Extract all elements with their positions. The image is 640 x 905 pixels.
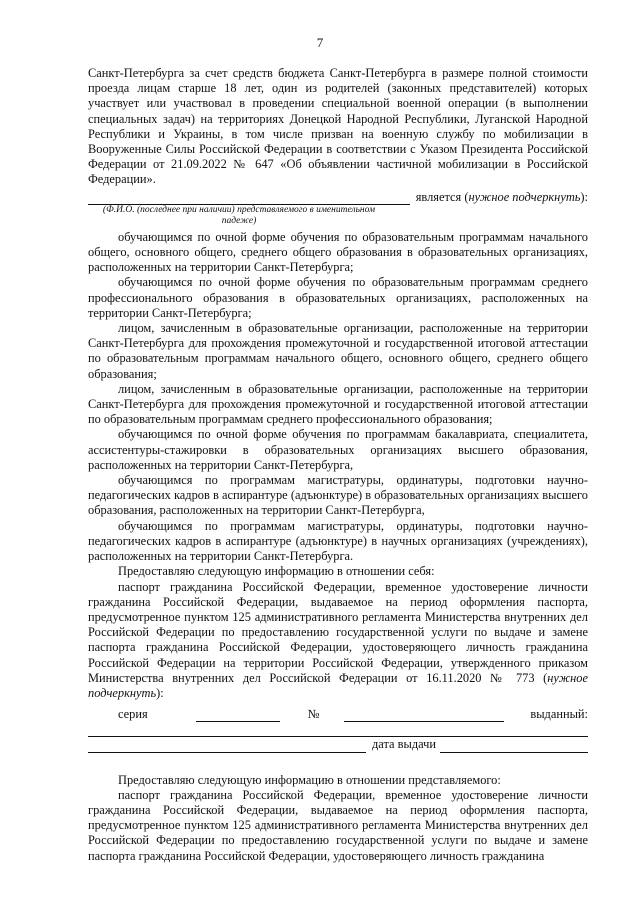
issued-by-blank[interactable] bbox=[88, 722, 588, 737]
issue-date-blank[interactable] bbox=[440, 740, 588, 753]
issue-date-label: дата выдачи bbox=[372, 737, 436, 752]
issue-date-row bbox=[88, 737, 588, 752]
issued-by-blank-2[interactable] bbox=[88, 740, 366, 753]
option-attestation-professional: лицом, зачисленным в образовательные организации, расположенные на территории Санкт-Петербурга для прохождения промежуточной и государственной итоговой аттестации по образовательным программам среднего профессионального образования; bbox=[88, 381, 588, 427]
document-body bbox=[88, 66, 588, 864]
option-master-research: обучающимся по программам магистратуры, ординатуры, подготовки научно-педагогических кадров в аспирантуре (адъюнктуре) в научных организациях (учреждениях), расположенных на территории Санкт-Петербурга. bbox=[88, 518, 588, 564]
passport-paragraph: паспорт гражданина Российской Федерации, временное удостоверение личности гражданина Российской Федерации, выдаваемое на период оформления паспорта, предусмотренное пунктом 125 административного регламента Министерства внутренних дел Российской Федерации по предоставлению государственной услуги по выдаче и замене паспорта гражданина Российской Федерации, удостоверяющего личность гражданина Российской Федерации на территории Российской Федерации, утвержденного приказом Министерства внутренних дел Российской Федерации от 16.11.2020 № 773 (нужное подчеркнуть): bbox=[88, 579, 588, 700]
number-label: № bbox=[307, 707, 320, 722]
fio-line bbox=[88, 190, 588, 205]
provide-rep-heading: Предоставляю следующую информацию в отношении представляемого: bbox=[118, 772, 501, 787]
series-label: серия bbox=[118, 707, 148, 722]
number-blank[interactable] bbox=[344, 709, 504, 722]
issued-label: выданный: bbox=[530, 707, 588, 722]
option-secondary-professional: обучающимся по очной форме обучения по образовательным программам среднего профессионального образования в образовательных организациях, расположенных на территории Санкт-Петербурга; bbox=[88, 275, 588, 320]
passport-paragraph-2: паспорт гражданина Российской Федерации, временное удостоверение личности гражданина Российской Федерации, выдаваемое на период оформления паспорта, предусмотренное пунктом 125 административного регламента Министерства внутренних дел Российской Федерации по предоставлению государственной услуги по выдаче и замене паспорта гражданина Российской Федерации, удостоверяющего личность гражданина bbox=[88, 787, 588, 863]
option-general-education: обучающимся по очной форме обучения по образовательным программам начального общего, основного общего, среднего общего образования в образовательных организациях, расположенных на территории Санкт-Петербурга; bbox=[88, 229, 588, 275]
passport-series-row bbox=[88, 707, 588, 722]
option-master-higher-ed: обучающимся по программам магистратуры, ординатуры, подготовки научно-педагогических кадров в аспирантуре (адъюнктуре) в образовательных организациях высшего образования, расположенных на территории Санкт-Петербурга, bbox=[88, 473, 588, 518]
fio-caption: (Ф.И.О. (последнее при наличии) представляемого в именительном падеже) bbox=[102, 204, 376, 226]
option-attestation-general: лицом, зачисленным в образовательные организации, расположенные на территории Санкт-Петербурга для прохождения промежуточной и государственной итоговой аттестации по образовательным программам начального общего, основного общего, среднего общего образования; bbox=[88, 321, 588, 381]
provide-self-heading: Предоставляю следующую информацию в отношении себя: bbox=[118, 564, 435, 579]
intro-paragraph: Санкт-Петербурга за счет средств бюджета Санкт-Петербурга в размере полной стоимости проезда лицам старше 18 лет, один из родителей (законных представителей) которых участвует или участвовал в проведении специальной военной операции (в выполнении специальных задач) на территориях Донецкой Народной Республики, Луганской Народной Республики и Украины, в том числе призван на военную службу по мобилизации в Вооруженные Силы Российской Федерации в соответствии с Указом Президента Российской Федерации от 21.09.2022 № 647 «Об объявлении частичной мобилизации в Российской Федерации». bbox=[88, 66, 588, 187]
option-bachelor: обучающимся по очной форме обучения по программам бакалавриата, специалитета, ассистентуры-стажировки в образовательных организациях высшего образования, расположенных на территории Санкт-Петербурга, bbox=[88, 427, 588, 472]
fio-tail: является (нужное подчеркнуть): bbox=[415, 189, 588, 204]
fio-blank[interactable] bbox=[88, 192, 410, 205]
page-number: 7 bbox=[316, 35, 324, 50]
series-blank[interactable] bbox=[196, 709, 280, 722]
